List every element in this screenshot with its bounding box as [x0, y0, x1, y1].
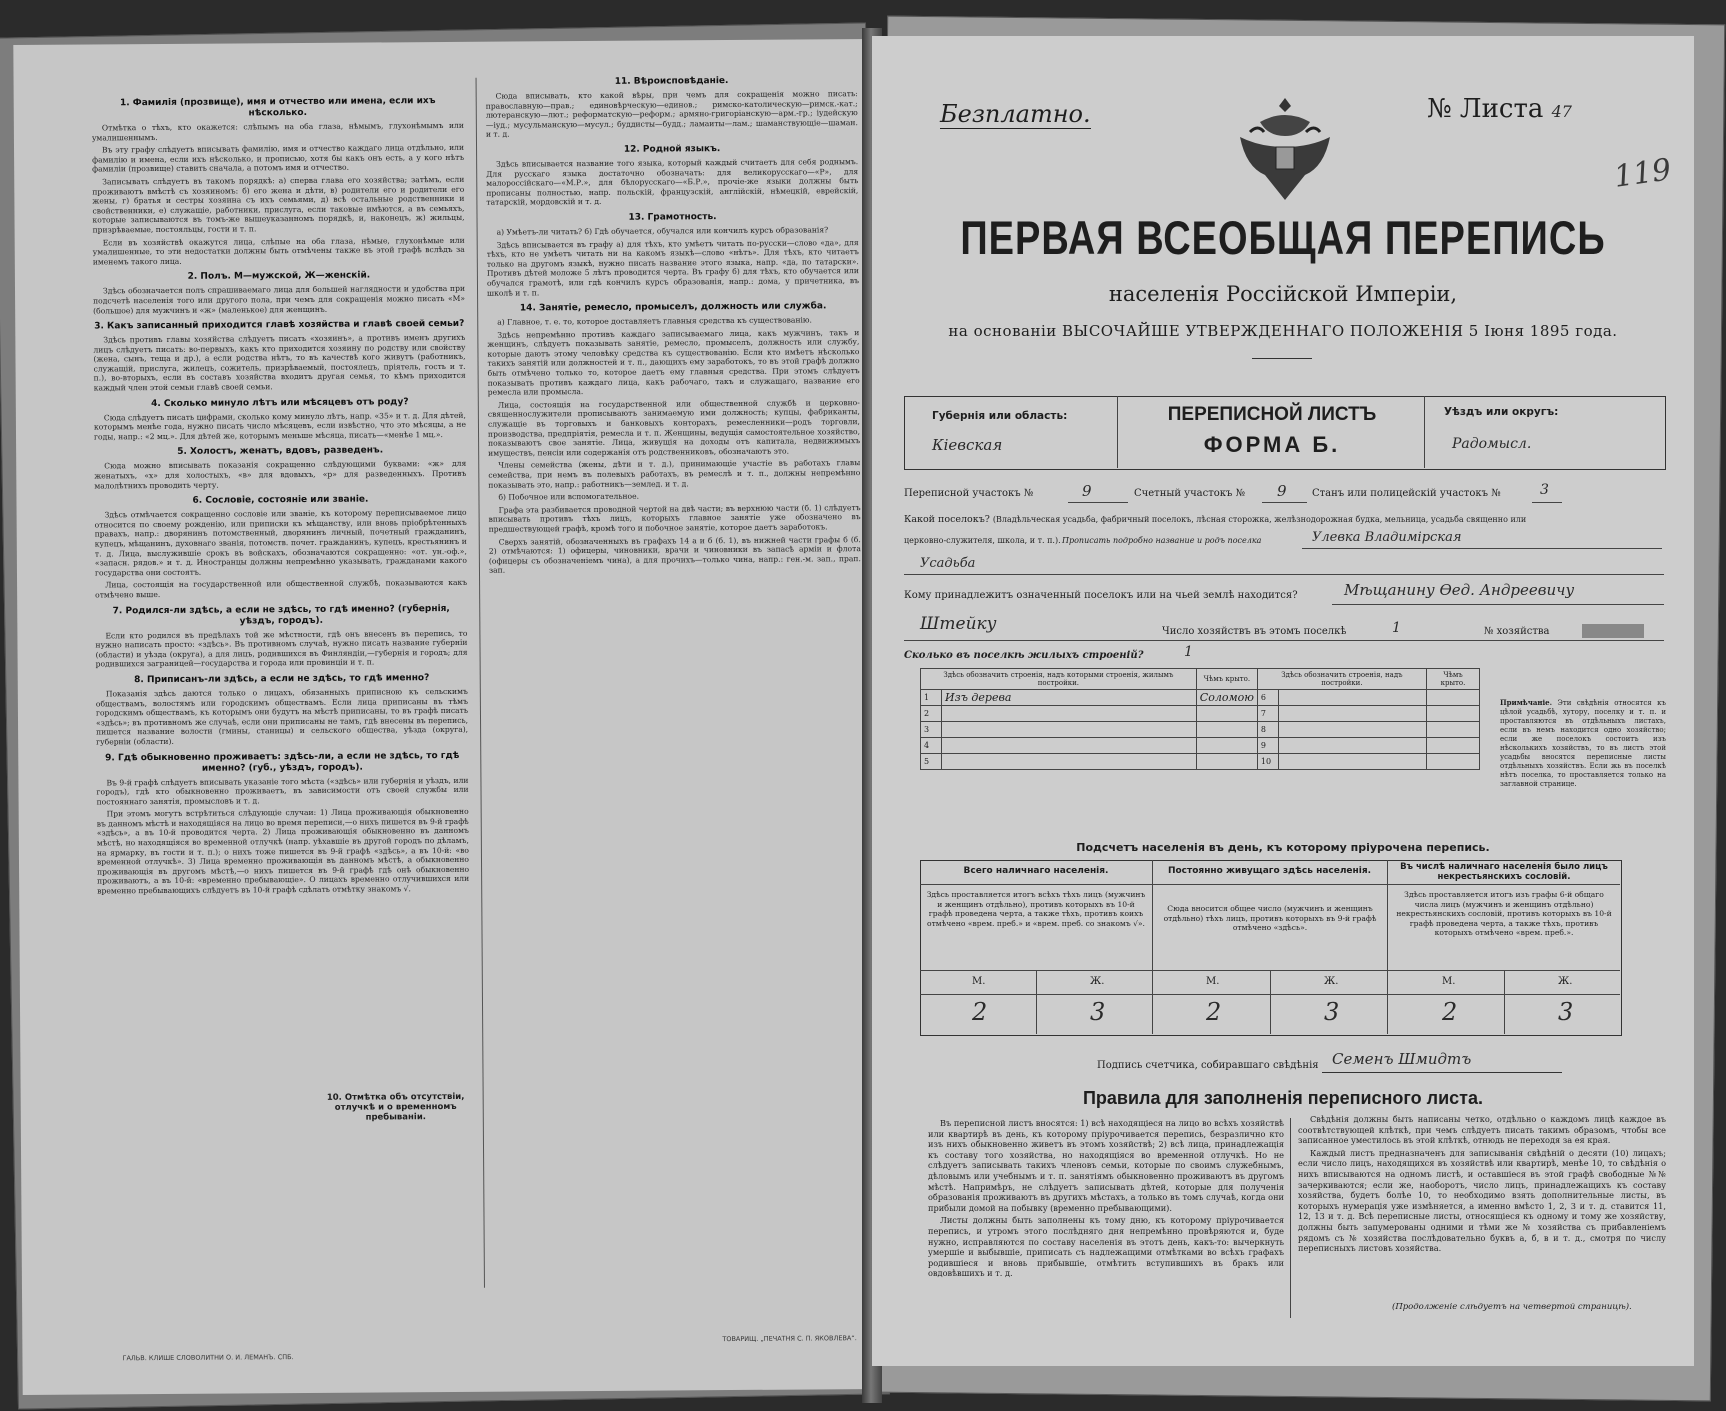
- instruction-paragraph: Въ 9-й графѣ слѣдуетъ вписывать указаніе того мѣста («здѣсь» или губернія и уѣздъ, или городъ), гдѣ кто обыкновенно проживаетъ, въ зависимости отъ своей службы или постояннаго занятія, промысловъ и т. д.: [96, 775, 469, 807]
- instruction-heading: 1. Фамилія (прозвище), имя и отчество или имена, если ихъ нѣсколько.: [119, 96, 436, 119]
- count-header-3: Въ числѣ наличнаго населенія было лицъ некрестьянскихъ сословій.: [1400, 862, 1608, 882]
- sheet-number-label: № Листа: [1427, 94, 1544, 124]
- sheet-number-hand: 47: [1551, 102, 1572, 121]
- note-label: Примѣчаніе.: [1500, 698, 1553, 707]
- uezd-value: Радомысл.: [1452, 436, 1532, 452]
- signature-label: Подпись счетчика, собиравшаго свѣдѣнія: [1097, 1060, 1319, 1071]
- stan-value: 3: [1540, 482, 1549, 498]
- sheet-number: [1427, 94, 1572, 124]
- owner-value2: Штейку: [920, 614, 997, 634]
- count-desc-1: Здѣсь проставляется итогъ всѣхъ тѣхъ лицъ (мужчинъ и женщинъ отдѣльно), противъ которыхъ въ 10-й графѣ проведена черта, а также тѣхъ, противъ коихъ отмѣчено «врем. преб.» и «врем. преб. со знакомъ √».: [926, 890, 1146, 928]
- instruction-paragraph: Здѣсь непремѣнно противъ каждаго записываемаго лица, какъ мужчинъ, такъ и женщинъ, слѣдуетъ показывать занятіе, ремесло, промыселъ, должность или службу, которые даютъ этому человѣку средства къ существованію. Если кто имѣетъ нѣсколько такихъ занятій или должностей и т. п., дающихъ ему заработокъ, то въ этой графѣ должно быть отмѣчено только то, которое даетъ ему главныя средства. При этомъ слѣдуетъ показывать противъ каждаго лица, какъ рабочаго, такъ и служащаго, название его ремесла или промысла.: [487, 327, 860, 397]
- instruction-paragraph: Здѣсь вписывается въ графу а) для тѣхъ, кто умѣетъ читать по-русски—слово «да», для тѣхъ, кто не умѣетъ читать ни на какомъ языкѣ—слово «нѣтъ». Для тѣхъ, кто читаетъ только на другомъ языкѣ, нужно писать название этого языка, напр. «да, по татарски». Противъ дѣтей моложе 5 лѣтъ проводится черта. Въ графу б) для тѣхъ, кто обучается или обучался грамотѣ, или гдѣ кончилъ курсъ образованія, напр.: дома, у причетника, въ школѣ и т. п.: [486, 237, 859, 298]
- household-no-label: № хозяйства: [1484, 626, 1550, 637]
- households-value: 1: [1392, 620, 1401, 636]
- households-label: Число хозяйствъ въ этомъ поселкѣ: [1162, 626, 1347, 637]
- buildings-table-cell: Изъ дерева: [942, 690, 1197, 706]
- instruction-heading: 7. Родился-ли здѣсь, а если не здѣсь, то гдѣ именно? (губернія, уѣздъ, городъ).: [112, 603, 450, 627]
- buildings-table-header: Чѣмъ крыто.: [1196, 669, 1257, 690]
- instruction-paragraph: Лица, состоящія на государственной или общественной службѣ и церковно-священнослужители прописываютъ занимаемую ими должность; купцы, фабриканты, служащіе въ торговыхъ и банковыхъ конторахъ, ремесленники—родъ торговли, производства, предпріятія, ремесла и т. п. Женщины, ведущія самостоятельное хозяйство, показываютъ свое занятіе. Лица, живущія на доходы отъ капитала, недвижимыхъ имуществъ, пенсіи или содержанія отъ родственниковъ, обозначаютъ это.: [487, 397, 861, 458]
- stan-label: Станъ или полицейскій участокъ №: [1312, 488, 1501, 499]
- buildings-table-cell: 8: [1257, 722, 1278, 738]
- count-header-2: Постоянно живущаго здѣсь населенія.: [1167, 866, 1372, 876]
- buildings-label: Сколько въ поселкѣ жилыхъ строеній?: [904, 650, 1144, 661]
- instruction-paragraph: Здѣсь отмѣчается сокращенно сословіе или званіе, къ которому переписываемое лицо относится по своему рожденію, или приписки къ мѣщанству, или вновь пріобрѣтенныхъ правахъ, напр.: дворянинъ потомственный, дворянинъ личный, почетный гражданинъ, купецъ, мѣщанинъ, духовнаго званія, потомств. почет. гражданинъ, купецъ, крестьянинъ и т. д. Лица, выслужившіе срокъ въ войскахъ, обозначаются сокращенно: «от. ун.-оф.», «запасн. рядов.» и т. д. Иностранцы должны непремѣнно указывать, гражданами какого государства они состоятъ.: [94, 508, 467, 578]
- count-table: [920, 860, 1622, 1036]
- buildings-table-cell: [1278, 738, 1426, 754]
- signature-value: Семенъ Шмидтъ: [1332, 1050, 1472, 1068]
- printer-footer-right: ТОВАРИЩ. „ПЕЧАТНЯ С. П. ЯКОВЛЕВА“.: [722, 1334, 857, 1344]
- count-val-m3: 2: [1442, 998, 1458, 1026]
- instruction-heading: 11. Вѣроисповѣданіе.: [614, 76, 729, 87]
- poselok-instruction: Прописать подробно название и родъ поселка: [1062, 536, 1262, 545]
- form-type: ФОРМА Б.: [1203, 432, 1341, 457]
- count-m-3: М.: [1442, 976, 1456, 987]
- instruction-paragraph: Сюда слѣдуетъ писать цифрами, сколько кому минуло лѣтъ, напр. «35» и т. д. Для дѣтей, которымъ менѣе года, нужно писать число мѣсяцевъ, если извѣстно, что это мѣсяцы, а не годы, напр.: «2 мц.». Для дѣтей же, которымъ меньше мѣсяца, писать—«менѣе 1 мц.».: [93, 410, 466, 442]
- household-no-value: [1582, 624, 1644, 638]
- instruction-paragraph: а) Главное, т. е. то, которое доставляетъ главныя средства къ существованію.: [497, 315, 812, 327]
- poselok-desc2: церковно-служителя, школа, и т. п.).: [904, 536, 1061, 545]
- count-desc-3: Здѣсь проставляется итогъ изъ графы 6-й общаго числа лицъ (мужчинъ и женщинъ отдѣльно) некрестьянскихъ сословій, противъ которыхъ въ 10-й графѣ проведена черта, а также тѣхъ, противъ которыхъ отмѣчено «врем. преб.».: [1396, 890, 1612, 937]
- buildings-table-cell: [1278, 690, 1426, 706]
- instruction-paragraph: При этомъ могутъ встрѣтиться слѣдующіе случаи: 1) Лица проживающія обыкновенно въ данномъ мѣстѣ и находящіяся на лицо во время переписи,—о нихъ пишется въ 9-й графѣ «здѣсь», а въ 10-й проводится черта. 2) Лица проживающія обыкновенно въ данномъ мѣстѣ, но находящіяся во временной отлучкѣ (напр. уѣхавшіе въ другой городъ по дѣламъ, на ярмарку, въ гости и т. п.); о нихъ тоже пишется въ 9-й графѣ «здѣсь», а въ 10-й: «во временной отлучкѣ». 3) Лица временно проживающія въ данномъ мѣстѣ, а обыкновенно проживающія въ другомъ мѣстѣ,—о нихъ пишется въ 9-й графѣ гдѣ онѣ обыкновенно проживаютъ, а въ 10-й: «временно пребывающіе». О лицахъ временно отлучившихся или временно пребывающихъ слѣдуетъ въ 10-й графѣ сдѣлать отмѣтку знакомъ √.: [96, 807, 470, 896]
- col10-title: 10. Отмѣтка объ отсутствіи, отлучкѣ и о временномъ пребываніи.: [326, 1091, 465, 1123]
- count-m-2: М.: [1206, 976, 1220, 987]
- count-val-z2: 3: [1324, 998, 1340, 1026]
- buildings-table-row: [921, 754, 1480, 770]
- buildings-table-header: Здѣсь обозначить строенія, надъ которыми строенія, жилымъ постройки.: [921, 669, 1197, 690]
- buildings-table-cell: [1278, 754, 1426, 770]
- owner-value1: Мѣщанину Ѳед. Андреевичу: [1344, 581, 1575, 599]
- instructions-column-2: [485, 69, 861, 579]
- instruction-paragraph: Сюда вписывать, кто какой вѣры, при чемъ для сокращенія можно писать: православную—прав.; единовѣрческую—единов.; римско-католическую—римск.-кат.; лютеранскую—лют.; реформатскую—реформ.; армяно-григоріанскую—арм.-гр.; іудейскую—іуд.; мусульманскую—мусул.; буддисты—будд.; ламаиты—лам.; шаманствующіе—шаман. и т. д.: [485, 89, 858, 140]
- instruction-heading: 12. Родной языкъ.: [623, 144, 721, 155]
- instruction-paragraph: Сюда можно вписывать показанія сокращенно слѣдующими буквами: «ж» для женатыхъ, «х» для холостыхъ, «в» для вдовыхъ, «р» для разведенныхъ. Противъ малолѣтнихъ проводить черту.: [94, 459, 467, 491]
- buildings-table-cell: 6: [1257, 690, 1278, 706]
- left-page: [13, 39, 880, 1395]
- buildings-table-cell: 3: [921, 722, 942, 738]
- instructions-column-1: [92, 90, 470, 899]
- rule-paragraph: Листы должны быть заполнены къ тому дню, къ которому пріурочивается перепись, и утромъ этого послѣдняго дня непремѣнно провѣряются и, буде нужно, исправляются по составу населенія въ этотъ день, какъ-то: вычеркнуть умершіе и выбывшіе, приписать съ надлежащими отмѣтками во всѣхъ графахъ родившіеся и вновь прибывшіе, отмѣтить вступившихъ въ бракъ или овдовѣвшихъ и т. д.: [928, 1215, 1284, 1279]
- buildings-table: [920, 668, 1480, 770]
- buildings-table-cell: [942, 754, 1197, 770]
- instruction-heading: 6. Сословіе, состояніе или званіе.: [192, 494, 369, 506]
- poselok-value2: Усадьба: [920, 556, 976, 571]
- perepis-uch-label: Переписной участокъ №: [904, 488, 1034, 499]
- legal-basis: на основаніи ВЫСОЧАЙШЕ УТВЕРЖДЕННАГО ПОЛОЖЕНІЯ 5 Іюня 1895 года.: [948, 322, 1618, 340]
- instruction-paragraph: Члены семейства (жены, дѣти и т. д.), принимающіе участіе въ работахъ главы семейства, при немъ въ полевыхъ работахъ, въ ремеслѣ и т. п., должны непремѣнно показывать это, напр.: работникъ—землед. и т. д.: [488, 458, 861, 490]
- buildings-table-cell: [1426, 706, 1479, 722]
- instruction-paragraph: а) Умѣетъ-ли читать? б) Гдѣ обучается, обучался или кончилъ курсъ образованія?: [496, 225, 829, 237]
- poselok-value1: Улевка Владимірская: [1312, 530, 1462, 545]
- buildings-table-row: [921, 738, 1480, 754]
- schet-uch-value: 9: [1277, 482, 1287, 500]
- count-header-1: Всего наличнаго населенія.: [963, 866, 1109, 876]
- buildings-table-cell: [1196, 738, 1257, 754]
- right-page: [872, 36, 1694, 1366]
- count-zh-2: Ж.: [1324, 976, 1339, 987]
- buildings-table-cell: 5: [921, 754, 942, 770]
- rules-column-2: [1298, 1114, 1666, 1256]
- count-zh-1: Ж.: [1090, 976, 1105, 987]
- buildings-table-header: Здѣсь обозначить строенія, надъ постройки.: [1257, 669, 1426, 690]
- buildings-table-cell: [1196, 706, 1257, 722]
- count-val-z3: 3: [1558, 998, 1574, 1026]
- archive-folio-number: 119: [1611, 152, 1674, 195]
- instruction-paragraph: Графа эта разбивается проводной чертой на двѣ части; въ верхнюю части (б. 1) слѣдуетъ вписывать противъ тѣхъ лицъ, которыхъ главное занятіе уже обозначено въ предшествующей графѣ, кромѣ того и побочное занятіе, которое даетъ заработокъ.: [488, 502, 861, 534]
- printer-footer-left: ГАЛЬВ. КЛИШЕ СЛОВОЛИТНИ О. И. ЛЕМАНЪ. СПБ.: [122, 1353, 294, 1363]
- buildings-table-cell: [1426, 690, 1479, 706]
- buildings-table-row: [921, 706, 1480, 722]
- buildings-table-cell: [1426, 722, 1479, 738]
- instruction-paragraph: Здѣсь противъ главы хозяйства слѣдуетъ писать «хозяинъ», а противъ именъ другихъ лицъ слѣдуетъ писать: во-первыхъ, какъ кто приходится хозяину по родству или свойству (жена, сынъ, теща и др.), а если родства нѣтъ, то въ качествѣ кого живутъ (работникъ, служащій, прислуга, жилецъ, сожитель, призрѣваемый, постоялецъ, пріятель, гость и т. п.), во-вторыхъ, если въ составъ хозяйства входитъ другая семья, то кѣмъ приходится каждый член этой семьи главѣ своей семьи.: [93, 332, 466, 393]
- note: [1500, 698, 1666, 789]
- count-m-1: М.: [972, 976, 986, 987]
- instruction-heading: 8. Приписанъ-ли здѣсь, а если не здѣсь, то гдѣ именно?: [134, 673, 430, 686]
- buildings-table-cell: [1278, 722, 1426, 738]
- instruction-paragraph: Показанія здѣсь даются только о лицахъ, обязанныхъ приписною къ сельскимъ обществамъ, волостямъ или городскимъ обществамъ. Если лица приписаны въ тѣмъ городскимъ обществамъ, къ которымъ они будутъ на мѣстѣ приписаны, то въ графѣ писать «здѣсь»; въ противномъ же случаѣ, если они приписаны не тамъ, гдѣ внесены въ перепись, пишется название волости (гмины, станицы) и сельского общества, уѣзда (округа), губерніи (области).: [95, 686, 469, 747]
- perepis-uch-value: 9: [1082, 482, 1092, 500]
- buildings-table-cell: [942, 738, 1197, 754]
- instruction-paragraph: Въ эту графу слѣдуетъ вписывать фамилію, имя и отчество каждаго лица отдѣльно, или фамилію и имена, если ихъ нѣсколько, и прописью, хотя бы какъ онъ есть, а у кого нѣтъ фамиліи (прозвище) ставить сначала, а потомъ имя и отчество.: [92, 143, 465, 174]
- instruction-paragraph: Записывать слѣдуетъ въ такомъ порядкѣ: а) сперва глава его хозяйства; затѣмъ, если проживаютъ вмѣстѣ съ хозяиномъ: б) его жена и дѣти, в) родители его и родители его жены, г) братья и сестры хозяина съ ихъ семьями, д) всѣ остальные родственники и свойственники, е) служащіе, работники, прислуга, если таковые имѣются, а въ семьяхъ, которые записываются въ томъ-же вышеуказанномъ порядкѣ, и, наконецъ, ж) жильцы, призрѣваемые, постояльцы, гости и т. п.: [92, 174, 465, 235]
- title-rule: [1252, 358, 1312, 359]
- buildings-table-row: [921, 690, 1480, 706]
- instruction-heading: 14. Занятіе, ремесло, промыселъ, должность или служба.: [519, 301, 827, 314]
- buildings-table-cell: [1278, 706, 1426, 722]
- rule-paragraph: Въ переписной листъ вносятся: 1) всѣ находящіеся на лицо во всѣхъ хозяйствѣ или квартирѣ въ день, къ которому пріурочивается перепись, безразлично кто изъ нихъ обыкновенно живетъ въ этомъ хозяйствѣ; 2) всѣ лица, принадлежащія къ составу того хозяйства, но находящіяся во временной отлучкѣ. Но не слѣдуетъ записывать такихъ членовъ семьи, которые по своимъ служебнымъ, дѣловымъ или учебнымъ и т. п. занятіямъ обыкновенно проживаютъ въ другомъ мѣстѣ. Напримѣръ, не слѣдуетъ записывать дѣтей, которые для полученія образованія проживаютъ въ другихъ мѣстахъ, а только въ томъ случаѣ, когда они прибыли домой на побывку (временно пребывающими).: [928, 1118, 1284, 1213]
- count-val-m1: 2: [972, 998, 988, 1026]
- note-text: Эти свѣдѣнія относятся къ цѣлой усадьбѣ, хутору, поселку и т. п. и проставляются въ отдѣльныхъ листахъ, если въ немъ находится одно хозяйство; если же поселокъ состоитъ изъ нѣсколькихъ хозяйствъ, то въ листъ этой усадьбы вносятся переписные листы отдѣльныхъ хозяйствъ. Если жь въ поселкѣ нѣтъ поселка, то проставляется только на заглавной странице.: [1500, 699, 1666, 788]
- uezd-label: Уѣздъ или округъ:: [1444, 406, 1559, 418]
- instruction-paragraph: Здѣсь обозначается полъ спрашиваемаго лица для большей наглядности и удобства при подсчетѣ населенія того или другого пола, при чемъ для сокращенія можно писать «М» (большое) для мужчинъ и «ж» (маленькое) для женщинъ.: [93, 284, 466, 315]
- imperial-eagle-emblem: [1230, 92, 1340, 212]
- buildings-table-cell: [1196, 722, 1257, 738]
- buildings-table-cell: 4: [921, 738, 942, 754]
- instruction-paragraph: Если кто родился въ предѣлахъ той же мѣстности, гдѣ онъ внесенъ въ перепись, то нужно написать просто: «здѣсь». Въ противномъ случаѣ, нужно писать название губерніи (области) и уѣзда (округа), а для лицъ, родившихся въ Финляндіи,—губернія и городъ; для родившихся заграницей—государства и города или провинціи и т. п.: [95, 628, 468, 669]
- column-divider: [476, 78, 485, 1288]
- rules-column-1: [928, 1118, 1284, 1281]
- form-title: ПЕРЕПИСНОЙ ЛИСТЪ: [1167, 404, 1377, 425]
- buildings-table-row: [921, 722, 1480, 738]
- count-val-z1: 3: [1090, 998, 1106, 1026]
- free-label: Безплатно.: [940, 100, 1091, 128]
- count-desc-2: Сюда вносится общее число (мужчинъ и женщинъ отдѣльно) тѣхъ лицъ, противъ которыхъ въ 9-й графѣ отмѣчено «здѣсь».: [1163, 904, 1377, 932]
- buildings-table-cell: 7: [1257, 706, 1278, 722]
- sub-title: населенія Россійской Имперіи,: [1108, 282, 1458, 306]
- instruction-paragraph: Здѣсь вписывается название того языка, который каждый считаетъ для себя роднымъ. Для русскаго языка достаточно обозначать: для великорусскаго—«Р», для малороссійскаго—«М.Р.», для бѣлорусскаго—«Б.Р.», прочіе-же языки должны быть прописаны полностью, напр. польскій, французскій, англійскій, нѣмецкій, еврейскій, татарскій, мордовскій и т. д.: [486, 157, 859, 208]
- instruction-paragraph: Отмѣтка о тѣхъ, кто окажется: слѣпымъ на оба глаза, нѣмымъ, глухонѣмымъ или умалишеннымъ.: [91, 120, 464, 143]
- gubernia-value: Кіевская: [932, 436, 1003, 454]
- instruction-paragraph: Если въ хозяйствѣ окажутся лица, слѣпые на оба глаза, нѣмые, глухонѣмые или умалишенные, то эти недостатки должны быть отмѣчены также въ этой графѣ вслѣдъ за именемъ такого лица.: [92, 235, 465, 267]
- buildings-table-cell: 10: [1257, 754, 1278, 770]
- gubernia-label: Губернія или область:: [932, 410, 1068, 422]
- buildings-table-cell: 1: [921, 690, 942, 706]
- instruction-heading: 5. Холостъ, женатъ, вдовъ, разведенъ.: [177, 445, 384, 458]
- poselok-label: Какой поселокъ? (Владѣльческая усадьба, фабричный поселокъ, лѣсная сторожка, желѣзнодорожная будка, мельница, усадьба священно или: [904, 514, 1527, 525]
- main-title: ПЕРВАЯ ВСЕОБЩАЯ ПЕРЕПИСЬ: [960, 212, 1606, 266]
- count-val-m2: 2: [1206, 998, 1222, 1026]
- instruction-heading: 3. Какъ записанный приходится главѣ хозяйства и главѣ своей семьи?: [94, 318, 465, 332]
- schet-uch-label: Счетный участокъ №: [1134, 488, 1246, 499]
- owner-label: Кому принадлежитъ означенный поселокъ или на чьей землѣ находится?: [904, 590, 1298, 601]
- buildings-table-cell: [1426, 738, 1479, 754]
- buildings-table-cell: 9: [1257, 738, 1278, 754]
- rules-title: Правила для заполненія переписного листа.: [1082, 1088, 1484, 1108]
- instruction-heading: 2. Полъ. М—мужской, Ж—женскій.: [187, 270, 371, 283]
- rule-paragraph: Каждый листъ предназначенъ для записыванія свѣдѣній о десяти (10) лицахъ; если число лицъ, находящихся въ хозяйствѣ или квартирѣ, менѣе 10, то свѣдѣнія о нихъ вписываются на одномъ листѣ, и оставшіеся въ этой графѣ свободные №№ зачеркиваются; если же, наоборотъ, число лицъ, принадлежащихъ къ составу хозяйства, будетъ болѣе 10, то необходимо взять дополнительные листы, въ которыхъ нумерація уже измѣняется, а именно вмѣсто 1, 2, 3 и т. д. ставится 11, 12, 13 и т. д. Всѣ переписные листы, относящіеся къ одному и тому же хозяйству, должны быть запумерованы одними и тѣми же № хозяйства съ прибавленіемъ рядомъ съ № хозяйства послѣдовательно буквъ а, б, в и т. д., смотря по числу переписныхъ листовъ хозяйства.: [1298, 1147, 1666, 1254]
- rule-paragraph: Свѣдѣнія должны быть написаны четко, отдѣльно о каждомъ лицѣ каждое въ соотвѣтствующей клѣткѣ, при чемъ слѣдуетъ писать такимъ образомъ, чтобы все записанное уместилось въ этой клѣткѣ, отнюдь не переходя за ея края.: [1298, 1114, 1666, 1146]
- buildings-table-cell: 2: [921, 706, 942, 722]
- rules-continued: (Продолженіе слѣдуетъ на четвертой страницѣ).: [1392, 1302, 1632, 1312]
- buildings-table-cell: [1196, 754, 1257, 770]
- count-title: Подсчетъ населенія въ день, къ которому пріурочена перепись.: [1076, 841, 1490, 854]
- instruction-paragraph: Сверхъ занятій, обозначенныхъ въ графахъ 14 а и б (б. 1), въ нижней части графы б (б. 2) отмѣчаются: 1) офицеры, чиновники, врачи и чиновники въ запасѣ арміи и флота (офицеры съ обозначеніемъ чина), а для прочихъ—только чина, напр.: ген.-м. зап., прап. зап.: [488, 534, 861, 576]
- buildings-table-cell: [1426, 754, 1479, 770]
- buildings-table-header: Чѣмъ крыто.: [1426, 669, 1479, 690]
- buildings-table-cell: [942, 706, 1197, 722]
- count-zh-3: Ж.: [1558, 976, 1573, 987]
- buildings-value: 1: [1184, 644, 1193, 660]
- instruction-heading: 4. Сколько минуло лѣтъ или мѣсяцевъ отъ роду?: [151, 396, 409, 409]
- buildings-table-cell: [942, 722, 1197, 738]
- instruction-paragraph: Лица, состоящія на государственной или общественной службѣ, показываются какъ отмѣчено выше.: [95, 578, 468, 600]
- instruction-heading: 13. Грамотность.: [628, 212, 717, 223]
- buildings-table-cell: Соломою: [1196, 690, 1257, 706]
- instruction-paragraph: б) Побочное или вспомогательное.: [498, 491, 640, 502]
- instruction-heading: 9. Гдѣ обыкновенно проживаетъ: здѣсь-ли, а если не здѣсь, то гдѣ именно? (губ., уѣздъ, городъ).: [105, 750, 460, 774]
